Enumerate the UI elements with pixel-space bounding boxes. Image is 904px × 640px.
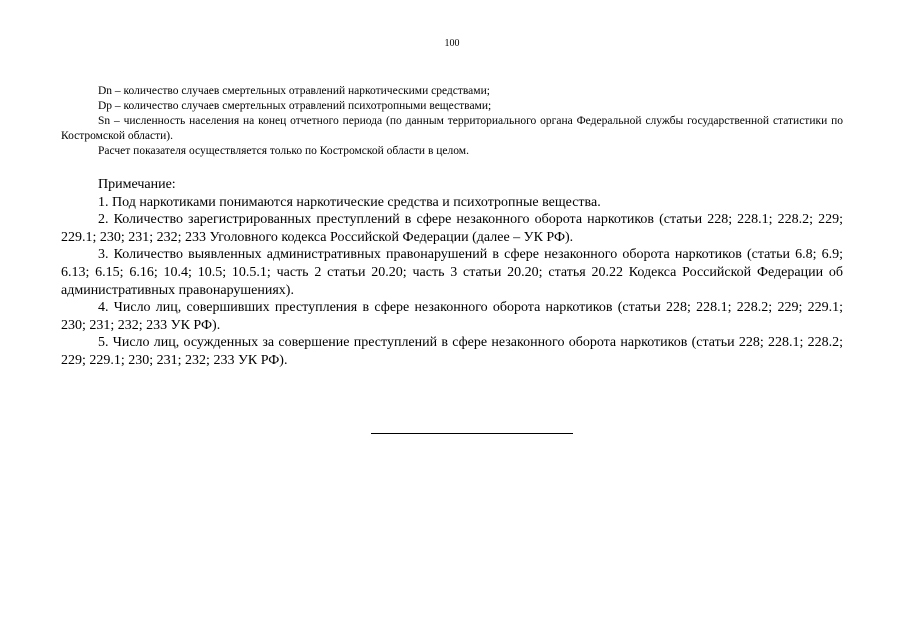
note-item-3: 3. Количество выявленных административных правонарушений в сфере незаконного оборота наркотиков (статьи 6.8; 6.9; 6.13; 6.15; 6.16; 10.4; 10.5; 10.5.1; часть 2 статьи 20.20; часть 3 статьи 20.20; статья 20.22 Кодекса Российской Федерации об административных правонарушениях). — [61, 247, 843, 298]
notes-section — [61, 176, 843, 370]
calculation-scope-note: Расчет показателя осуществляется только по Костромской области в целом. — [98, 145, 469, 157]
page-number: 100 — [444, 38, 460, 49]
end-divider — [371, 433, 573, 434]
note-item-4: 4. Число лиц, совершивших преступления в сфере незаконного оборота наркотиков (статьи 228; 228.1; 228.2; 229; 229.1; 230; 231; 232; 233 УК РФ). — [61, 300, 843, 333]
formula-definitions — [61, 84, 843, 159]
definition-dn: Dn – количество случаев смертельных отравлений наркотическими средствами; — [98, 85, 490, 97]
definition-dp: Dp – количество случаев смертельных отравлений психотропными веществами; — [98, 100, 492, 112]
note-item-2: 2. Количество зарегистрированных преступлений в сфере незаконного оборота наркотиков (статьи 228; 228.1; 228.2; 229; 229.1; 230; 231; 232; 233 Уголовного кодекса Российской Федерации (далее – УК РФ). — [61, 212, 843, 245]
definition-sn: Sn – численность населения на конец отчетного периода (по данным территориального органа Федеральной службы государственной статистики по Костромской области). — [61, 115, 843, 142]
notes-heading: Примечание: — [98, 177, 176, 192]
note-item-1: 1. Под наркотиками понимаются наркотические средства и психотропные вещества. — [98, 194, 601, 210]
note-item-5: 5. Число лиц, осужденных за совершение преступлений в сфере незаконного оборота наркотиков (статьи 228; 228.1; 228.2; 229; 229.1; 230; 231; 232; 233 УК РФ). — [61, 335, 843, 368]
